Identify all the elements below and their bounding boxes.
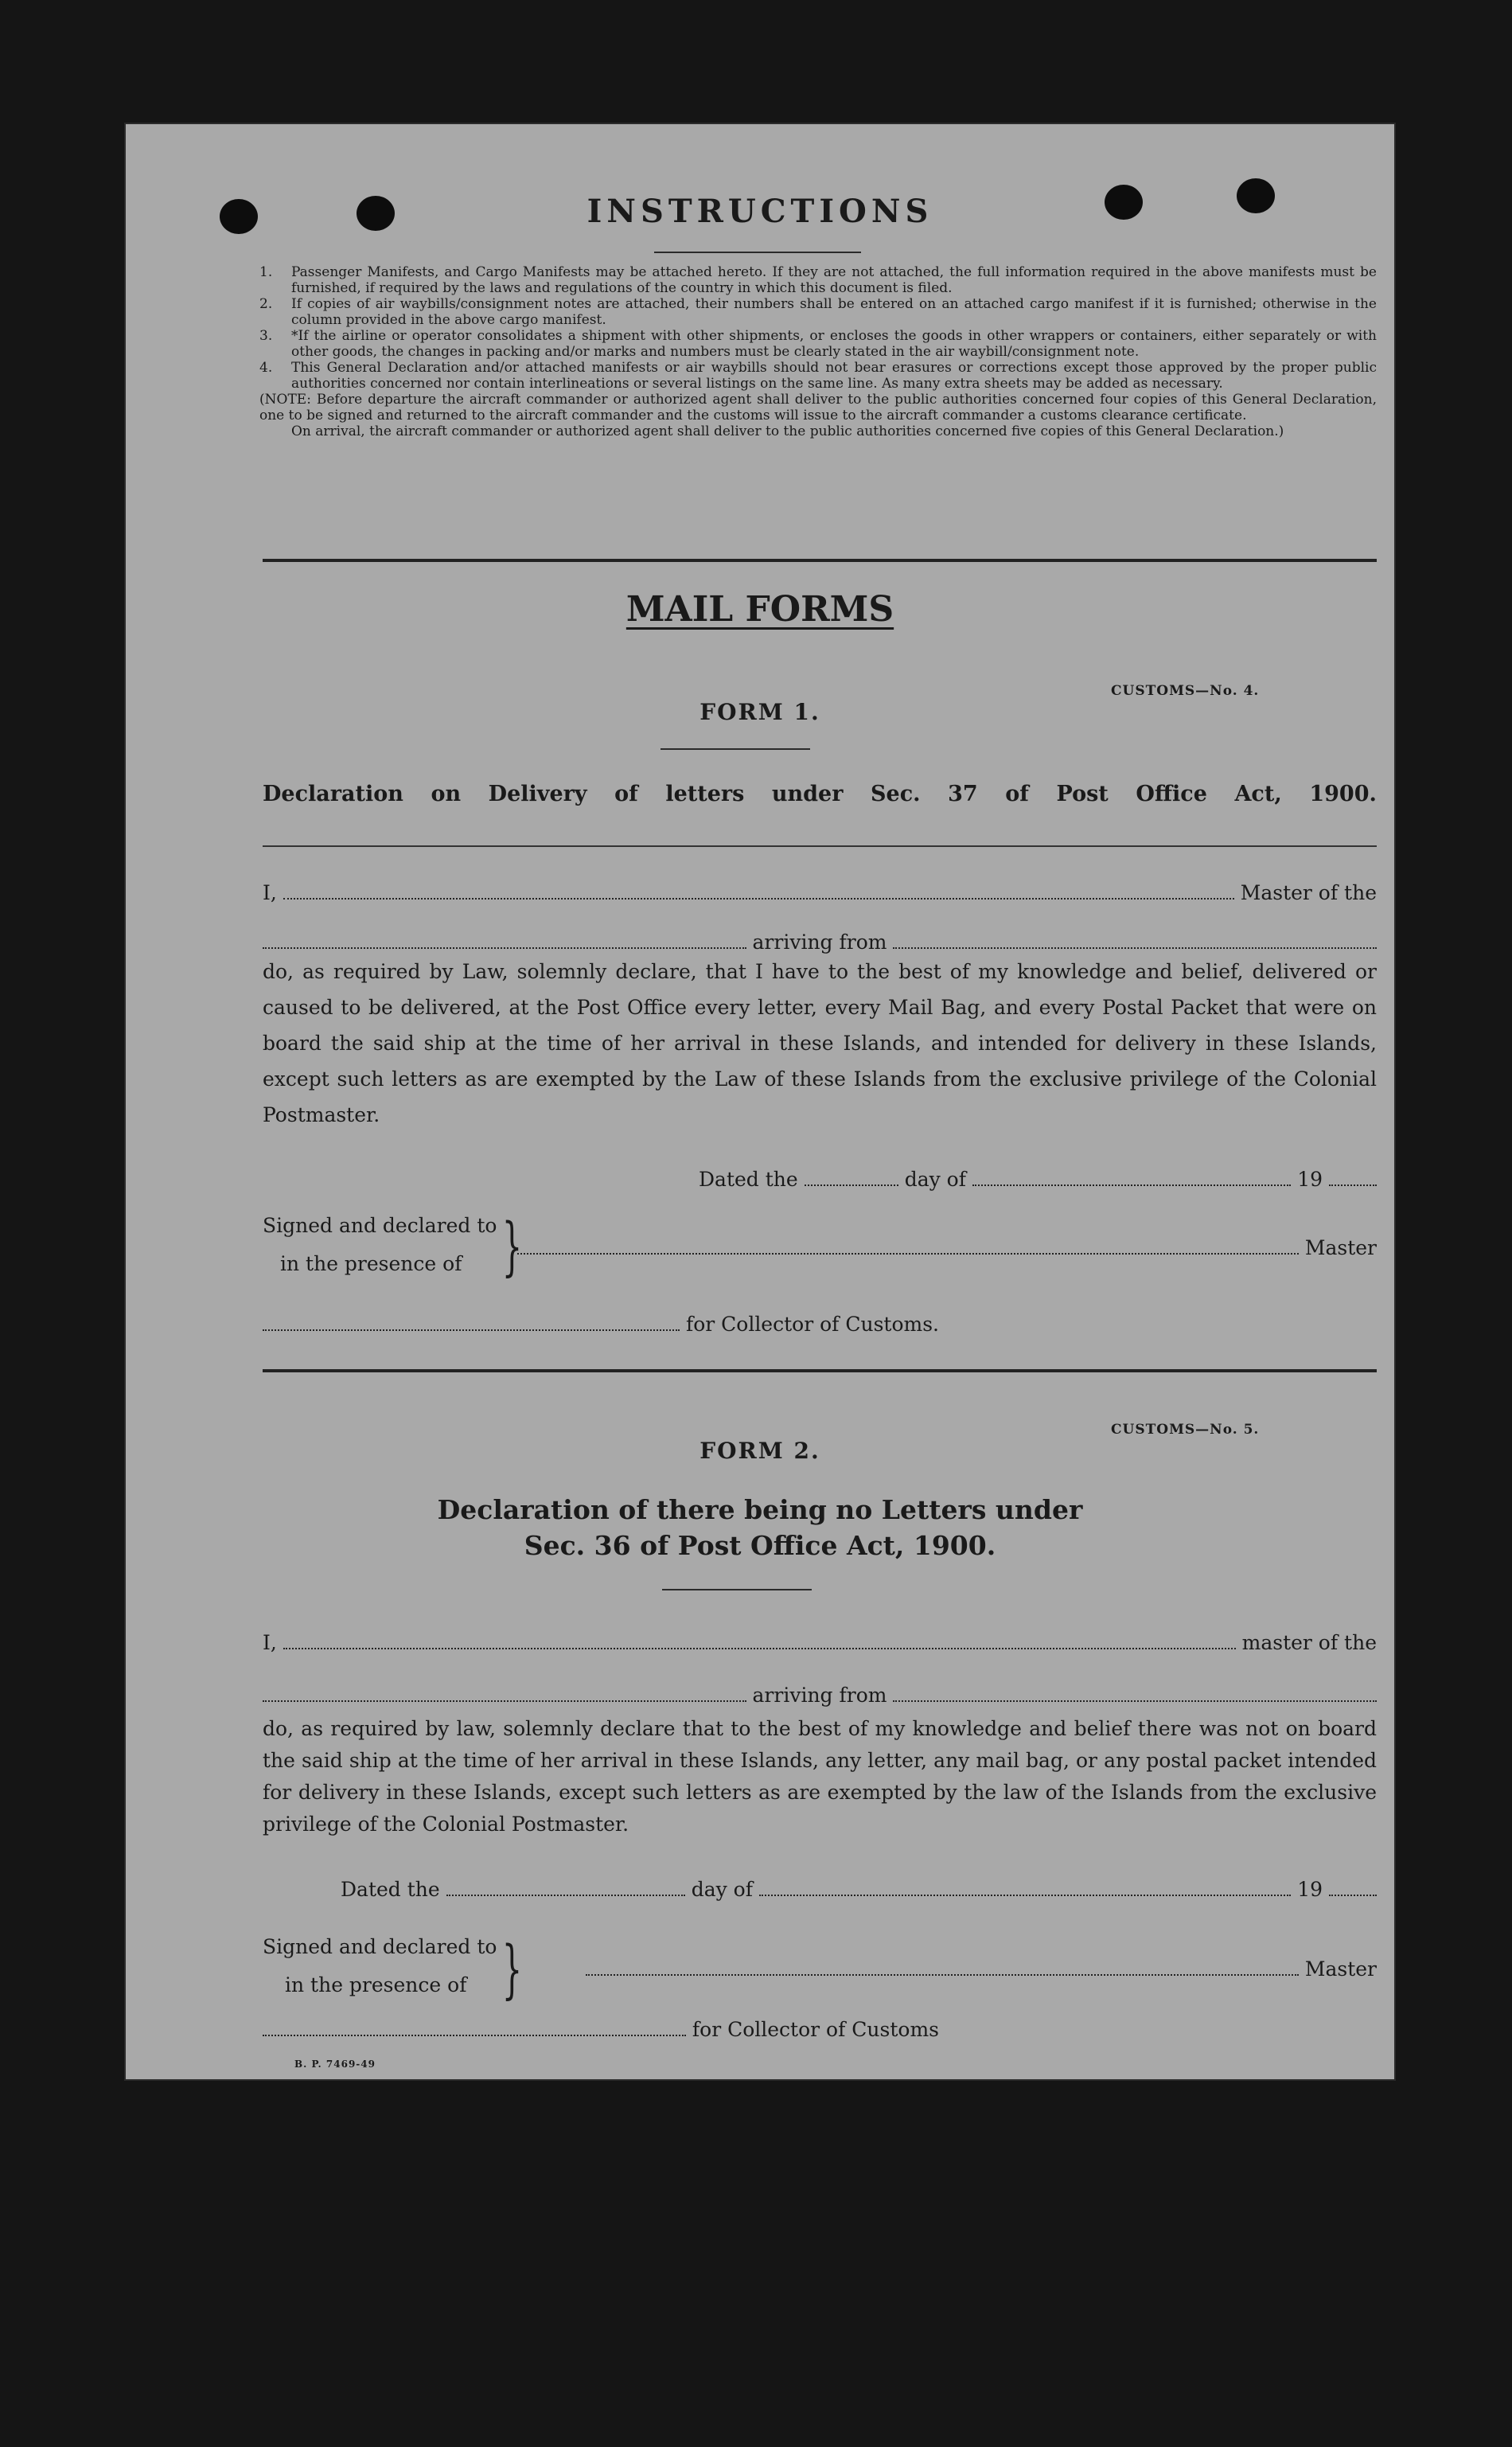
form1-arriving-line: arriving from	[263, 930, 1377, 954]
instructions-title: INSTRUCTIONS	[586, 193, 933, 230]
form1-dated-line: Dated the day of 19	[699, 1167, 1377, 1191]
form2-arriving-line: arriving from	[263, 1683, 1377, 1707]
form1-title-underline	[661, 748, 810, 750]
form2-dated-line: Dated the day of 19	[341, 1877, 1377, 1901]
print-code: B. P. 7469-49	[294, 2059, 376, 2070]
divider-middle	[263, 1369, 1377, 1372]
form1-heading-rule	[263, 845, 1377, 847]
form1-customs-number: CUSTOMS—No. 4.	[1111, 683, 1260, 699]
instruction-item-4: 4. This General Declaration and/or attached manifests or air waybills should not bear erasures or corrections except those approved by the proper public authorities concerned nor contain interlineations or several listings on the same line. As many extra sheets may be added as necessary.	[259, 360, 1377, 392]
form2-ship-field[interactable]	[263, 1683, 746, 1702]
form2-body-text: do, as required by law, solemnly declare that to the best of my knowledge and belief there was not on board the said ship at the time of her arrival in these Islands, any letter, any mail bag, or any postal packet intended for delivery in these Islands, except such letters as are exempted by the law of the Islands from the exclusive privilege of the Colonial Postmaster.	[263, 1717, 1377, 1836]
instruction-note-arrival: On arrival, the aircraft commander or authorized agent shall deliver to the public authorities concerned five copies of this General Declaration.)	[291, 423, 1284, 439]
form2-name-field[interactable]	[283, 1630, 1236, 1649]
form1-origin-field[interactable]	[893, 930, 1377, 949]
form2-collector-line: for Collector of Customs	[263, 2017, 939, 2041]
divider-top	[263, 559, 1377, 562]
form1-body-text: do, as required by Law, solemnly declare, that I have to the best of my knowledge and belief, delivered or caused to be delivered, at the Post Office every letter, every Mail Bag, and every Postal Packet that were on board the said ship at the time of her arrival in these Islands, and intended for delivery in these Islands, except such letters as are exempted by the Law of these Islands from the exclusive privilege of the Colonial Postmaster.	[263, 960, 1377, 1126]
form1-title: FORM 1.	[699, 699, 820, 725]
form1-signed-label: Signed and declared to in the presence of	[263, 1214, 497, 1275]
form2-year-field[interactable]	[1329, 1877, 1377, 1896]
form2-declaration-heading: Declaration of there being no Letters under Sec. 36 of Post Office Act, 1900.	[437, 1494, 1083, 1561]
form1-year-field[interactable]	[1329, 1167, 1377, 1186]
form2-customs-number: CUSTOMS—No. 5.	[1111, 1422, 1260, 1438]
form1-master-line: I, Master of the	[263, 881, 1377, 904]
instruction-note: (NOTE: Before departure the aircraft commander or authorized agent shall deliver to the public authorities concerned four copies of this General Declaration, one to be signed and returned to the aircraft commander and the customs will issue to the aircraft commander a customs clearance certificate.	[259, 392, 1377, 423]
form1-declaration-heading: Declaration on Delivery of letters under Sec. 37 of Post Office Act, 1900.	[263, 782, 1377, 806]
form2-origin-field[interactable]	[893, 1683, 1377, 1702]
form2-master-signature-field[interactable]	[586, 1957, 1299, 1976]
form2-signed-label: Signed and declared to in the presence of	[263, 1935, 497, 1996]
form1-day-field[interactable]	[805, 1167, 898, 1186]
form1-collector-line: for Collector of Customs.	[263, 1312, 939, 1336]
instruction-item-1: 1. Passenger Manifests, and Cargo Manifests may be attached hereto. If they are not attached, the full information required in the above manifests must be furnished, if required by the laws and regulations of the country in which this document is filed.	[259, 264, 1377, 296]
form1-ship-field[interactable]	[263, 930, 746, 949]
form2-heading-underline	[662, 1589, 812, 1590]
document-sheet	[124, 123, 1396, 2081]
form1-master-signature-field[interactable]	[517, 1235, 1299, 1255]
instructions-underline	[654, 252, 861, 253]
instruction-item-3: 3. *If the airline or operator consolidates a shipment with other shipments, or encloses the goods in other wrappers or containers, either separately or with other goods, the changes in packing and/or marks and numbers must be clearly stated in the air waybill/consignment note.	[259, 328, 1377, 360]
instructions-list	[259, 264, 1377, 439]
form2-master-line: I, master of the	[263, 1631, 1377, 1654]
instruction-item-2: 2. If copies of air waybills/consignment notes are attached, their numbers shall be entered on an attached cargo manifest if it is furnished; otherwise in the column provided in the above cargo manifest.	[259, 296, 1377, 328]
form2-master-signature-line: Master	[586, 1957, 1377, 1981]
form2-title: FORM 2.	[699, 1438, 820, 1464]
form1-name-field[interactable]	[283, 880, 1234, 900]
form1-master-signature-line: Master	[517, 1235, 1377, 1259]
form2-brace: }	[501, 1932, 523, 2006]
form2-collector-field[interactable]	[263, 2017, 686, 2036]
form1-collector-field[interactable]	[263, 1312, 680, 1331]
form2-month-field[interactable]	[759, 1877, 1291, 1896]
mail-forms-title: MAIL FORMS	[625, 589, 894, 630]
form1-brace: }	[501, 1209, 523, 1283]
form2-day-field[interactable]	[446, 1877, 685, 1896]
form1-month-field[interactable]	[972, 1167, 1291, 1186]
